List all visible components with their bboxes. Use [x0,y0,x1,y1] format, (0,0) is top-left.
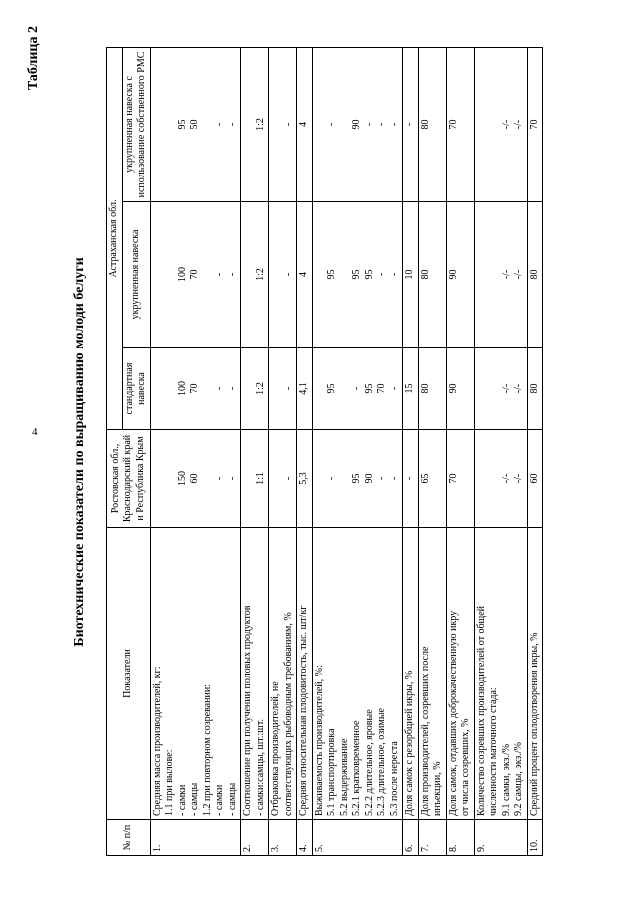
cell-line: Количество созревших производителей от общей [475,605,487,816]
cell-line: 90 [363,473,375,484]
cell-line [270,51,283,198]
cell-line [488,433,501,524]
cell-line [202,351,215,426]
cell-line: - [214,272,225,277]
value-enlarged [527,202,543,348]
cell-line: - самки [176,784,188,816]
cell-line [270,205,283,344]
cell-line: 100 [176,381,188,396]
value-rostov [474,430,527,528]
page-title: Биотехнические показатели по выращиванию молоди белуги [72,257,87,647]
cell-line: -/- [500,269,512,280]
cell-line: 80 [528,383,540,394]
value-standard [418,348,446,430]
cell-line [164,351,177,426]
cell-line [242,351,255,426]
cell-line [164,205,177,344]
cell-line: 90 [351,119,362,130]
cell-line [339,205,352,344]
row-number: 3. [269,820,297,856]
cell-line: 80 [419,119,431,130]
cell-line: - [388,476,400,481]
cell-line: 60 [528,473,540,484]
table-row [418,47,446,855]
value-enlarged-rms [150,47,241,201]
cell-line: 70 [447,473,459,484]
cell-line: 80 [419,383,431,394]
cell-line: - [214,386,225,391]
cell-line [314,51,327,198]
cell-line: 80 [419,269,431,280]
cell-line: соответствующих рыбоводным требованиям, % [282,612,294,816]
cell-line: - [226,272,238,277]
cell-line [242,433,255,524]
value-standard [312,348,403,430]
cell-line: -/- [513,473,524,484]
cell-line: Доля самок с резорбцией икры, % [404,670,415,816]
cell-line: 70 [528,119,540,130]
value-enlarged-rms [403,47,419,201]
cell-line: 1:2 [254,382,266,395]
cell-line: - [226,386,238,391]
cell-line: численности маточного стада: [488,687,499,816]
cell-line [242,205,255,344]
cell-line: - [376,272,387,277]
indicator-cell [474,528,527,820]
table-row [474,47,527,855]
cell-line: инъекции, % [432,761,443,816]
cell-line: 5.1 транспортировка [326,728,337,816]
row-number: 7. [418,820,446,856]
cell-line: - [282,122,294,127]
cell-line: 1.2 при повторном созревании: [201,684,213,816]
header-line: укрупненная навеска с [123,76,135,173]
header-line: Ростовская обл., [109,443,121,514]
cell-line: Доля самок, отдавших доброкачественную икру [447,610,459,816]
cell-line: 5.2 выдерживание [338,738,350,816]
cell-line: - [376,122,387,127]
cell-line [164,51,177,198]
value-enlarged [403,202,419,348]
cell-line [476,205,489,344]
value-standard [446,348,474,430]
col-header-rostov [107,430,151,528]
cell-line: 100 [176,267,188,282]
cell-line: 5.2.3 длительное, озимые [376,708,387,816]
cell-line: - [282,272,294,277]
table-body [150,47,543,855]
cell-line: - самки:самцы, шт.:шт. [254,719,266,816]
value-standard [297,348,313,430]
cell-line [202,433,215,524]
col-header-enlarged-rms [122,47,150,201]
cell-line [488,205,501,344]
table-row [241,47,269,855]
cell-line: 5,3 [298,472,309,485]
cell-line [314,433,327,524]
cell-line: 4,1 [298,382,309,395]
cell-line: 50 [189,119,200,130]
value-enlarged-rms [312,47,403,201]
cell-line: Соотношение при получении половых продуктов [242,605,253,816]
cell-line: от числа созревших, % [460,718,471,816]
cell-line: - [214,476,225,481]
cell-line [314,205,327,344]
row-number: 8. [446,820,474,856]
cell-line: -/- [513,383,524,394]
cell-line: 15 [404,383,415,394]
cell-line: 10 [404,269,415,280]
col-header-standard [122,348,150,430]
value-standard [474,348,527,430]
indicator-cell [297,528,313,820]
header-line: навеска [136,372,147,405]
cell-line [339,351,352,426]
cell-line [152,51,165,198]
indicator-cell [527,528,543,820]
cell-line: 60 [189,473,200,484]
cell-line: - [282,386,294,391]
cell-line: - [326,476,337,481]
col-header-astrakhan: Астраханская обл. [107,47,123,429]
cell-line: 95 [363,269,375,280]
cell-line [270,433,283,524]
cell-line: Доля производителей, созревших после [419,646,431,816]
indicator-cell [269,528,297,820]
cell-line: 90 [447,269,459,280]
table-label: Таблица 2 [26,26,41,91]
cell-line [152,351,165,426]
indicator-cell [446,528,474,820]
cell-line: Средний процент оплодотворения икры, % [528,632,540,816]
cell-line: - самцы [189,782,200,816]
value-enlarged [269,202,297,348]
indicator-cell [241,528,269,820]
header-line: и Республика Крым [134,436,146,521]
col-header-enlarged: укрупненная навеска [122,202,150,348]
value-rostov [403,430,419,528]
row-number: 10. [527,820,543,856]
cell-line: 1:2 [254,268,266,281]
cell-line: 70 [376,383,387,394]
row-number: 4. [297,820,313,856]
table-row [312,47,403,855]
cell-line: - [388,272,400,277]
cell-line: 70 [447,119,459,130]
cell-line [339,51,352,198]
table-row [297,47,313,855]
cell-line [476,51,489,198]
cell-line: -/- [513,269,524,280]
cell-line: - [376,476,387,481]
header-line: стандартная [123,362,135,415]
row-number: 6. [403,820,419,856]
indicators-table [106,47,543,856]
value-rostov [418,430,446,528]
cell-line: -/- [513,119,524,130]
header-row [107,47,123,855]
value-rostov [527,430,543,528]
cell-line: 70 [189,269,200,280]
cell-line: - [282,476,294,481]
cell-line: 70 [189,383,200,394]
value-enlarged-rms [527,47,543,201]
cell-line: Средняя масса производителей, кг: [151,666,163,816]
cell-line: 5.2.1 кратковременное [351,720,362,816]
cell-line: - [388,122,400,127]
rotated-content [20,12,620,892]
row-number: 5. [312,820,403,856]
value-enlarged [446,202,474,348]
cell-line [476,433,489,524]
value-enlarged-rms [446,47,474,201]
row-number: 1. [150,820,241,856]
cell-line [152,433,165,524]
cell-line [202,205,215,344]
cell-line: 1:2 [254,118,266,131]
value-enlarged-rms [297,47,313,201]
col-header-indicator: Показатели [107,528,151,820]
cell-line: 4 [298,121,309,127]
value-enlarged-rms [418,47,446,201]
cell-line: - [363,122,375,127]
value-rostov [269,430,297,528]
cell-line [476,351,489,426]
cell-line: - [404,476,415,481]
row-number: 2. [241,820,269,856]
table-row [527,47,543,855]
cell-line: 95 [351,473,362,484]
value-enlarged-rms [241,47,269,201]
cell-line [152,205,165,344]
header-line: использование собственного РМС [136,51,147,198]
cell-line: - [226,122,238,127]
value-standard [403,348,419,430]
cell-line [202,51,215,198]
cell-line: 5.3 после нереста [388,741,400,816]
cell-line: Средняя относительная плодовитость, тыс. шт/кг [298,605,309,816]
row-number: 9. [474,820,527,856]
value-standard [241,348,269,430]
value-standard [269,348,297,430]
cell-line: - самки [214,784,225,816]
value-enlarged-rms [474,47,527,201]
col-header-num: № п/п [107,820,151,856]
cell-line: - [404,122,415,127]
cell-line: 4 [298,272,309,277]
cell-line: Отбраковка производителей, не [270,681,281,816]
cell-line: 9.1 самки, экз./% [500,743,512,816]
cell-line: -/- [500,383,512,394]
table-row [446,47,474,855]
value-rostov [312,430,403,528]
cell-line: Выживаемость производителей, %: [313,665,325,816]
cell-line: 65 [419,473,431,484]
value-rostov [241,430,269,528]
cell-line: 1:1 [254,472,266,485]
cell-line [314,351,327,426]
value-rostov [297,430,313,528]
value-enlarged [150,202,241,348]
indicator-cell [403,528,419,820]
cell-line: - [351,386,362,391]
cell-line: 80 [528,269,540,280]
cell-line: 95 [351,269,362,280]
indicator-cell [150,528,241,820]
cell-line: 90 [447,383,459,394]
cell-line: 9.2 самцы, экз./% [513,742,524,816]
cell-line [339,433,352,524]
cell-line: 1.1 при вылове: [164,749,175,816]
value-enlarged [241,202,269,348]
table-row [403,47,419,855]
cell-line [242,51,255,198]
cell-line: - самцы [226,782,238,816]
cell-line: - [214,122,225,127]
cell-line [488,51,501,198]
cell-line [488,351,501,426]
indicator-cell [418,528,446,820]
cell-line: 150 [176,471,188,486]
cell-line: - [388,386,400,391]
cell-line: 5.2.2 длительное, яровые [363,709,375,816]
cell-line: -/- [500,473,512,484]
cell-line [164,433,177,524]
cell-line: - [326,122,337,127]
table-row [269,47,297,855]
cell-line: -/- [500,119,512,130]
value-standard [150,348,241,430]
cell-line: 95 [176,119,188,130]
value-rostov [150,430,241,528]
value-enlarged-rms [269,47,297,201]
value-enlarged [297,202,313,348]
value-standard [527,348,543,430]
cell-line: 95 [363,383,375,394]
indicator-cell [312,528,403,820]
header-line: Краснодарский край [122,434,133,523]
value-enlarged [312,202,403,348]
page-number: 4 [32,426,38,438]
cell-line: - [226,476,238,481]
value-enlarged [418,202,446,348]
value-enlarged [474,202,527,348]
table-row [150,47,241,855]
value-rostov [446,430,474,528]
cell-line: 95 [326,383,337,394]
cell-line [270,351,283,426]
cell-line: 95 [326,269,337,280]
